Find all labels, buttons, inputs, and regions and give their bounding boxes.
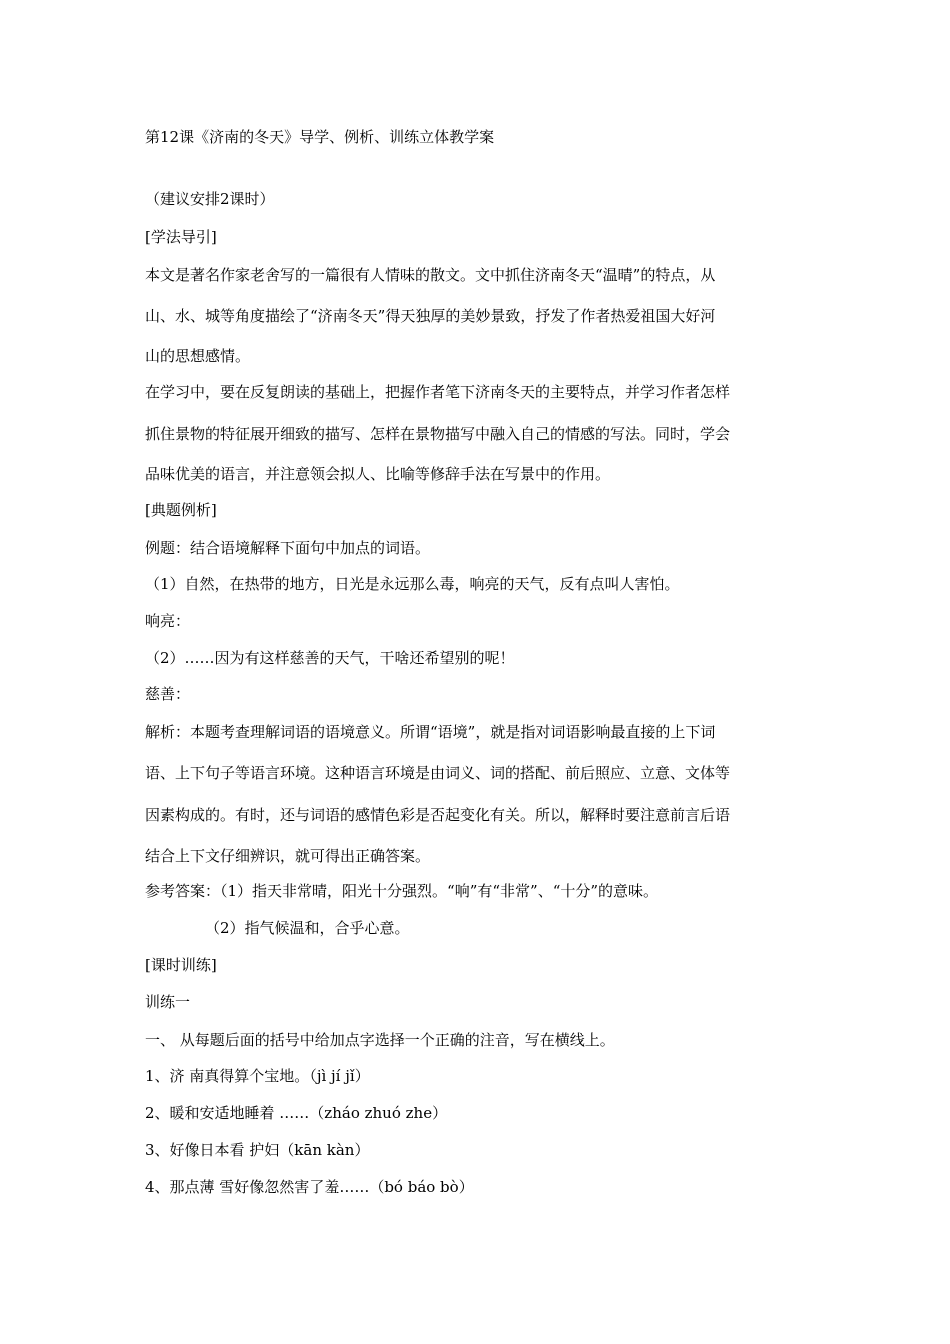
training-heading: 训练一 [145,993,191,1011]
training-task: 一、 从每题后面的括号中给加点字选择一个正确的注音，写在横线上。 [145,1031,615,1049]
example-question: 例题：结合语境解释下面句中加点的词语。 [145,539,431,557]
guide-paragraph-1-line: 本文是著名作家老舍写的一篇很有人情味的散文。文中抓住济南冬天“温晴”的特点，从 [145,266,716,284]
guide-paragraph-2-line: 品味优美的语言，并注意领会拟人、比喻等修辞手法在写景中的作用。 [145,465,611,483]
section-heading-training: [课时训练] [145,956,217,974]
section-heading-guide: [学法导引] [145,228,217,246]
example-sentence-2: （2）……因为有这样慈善的天气，干啥还希望别的呢！ [145,649,515,667]
word-label-2: 慈善： [145,685,191,703]
pinyin-item: 2、暖和安适地睡着 ……（zháo zhuó zhe） [145,1104,448,1122]
analysis-line: 结合上下文仔细辨识，就可得出正确答案。 [145,847,431,865]
reference-answer-2: （2）指气候温和，合乎心意。 [205,919,410,937]
pinyin-item: 1、济 南真得算个宝地。（jì jí jǐ） [145,1067,370,1085]
section-heading-example: [典题例析] [145,501,217,519]
pinyin-item: 4、那点薄 雪好像忽然害了羞……（bó báo bò） [145,1178,474,1196]
example-sentence-1: （1）自然，在热带的地方，日光是永远那么毒，响亮的天气，反有点叫人害怕。 [145,575,680,593]
guide-paragraph-2-line: 在学习中，要在反复朗读的基础上，把握作者笔下济南冬天的主要特点，并学习作者怎样 [145,383,731,401]
analysis-line: 解析：本题考查理解词语的语境意义。所谓“语境”，就是指对词语影响最直接的上下词 [145,723,716,741]
guide-paragraph-1-line: 山的思想感情。 [145,347,251,365]
guide-paragraph-2-line: 抓住景物的特征展开细致的描写、怎样在景物描写中融入自己的情感的写法。同时，学会 [145,425,731,443]
word-label-1: 响亮： [145,612,191,630]
analysis-line: 语、上下句子等语言环境。这种语言环境是由词义、词的搭配、前后照应、立意、文体等 [145,764,731,782]
guide-paragraph-1-line: 山、水、城等角度描绘了“济南冬天”得天独厚的美妙景致，抒发了作者热爱祖国大好河 [145,307,716,325]
pinyin-item: 3、好像日本看 护妇（kān kàn） [145,1141,370,1159]
reference-answer-1: 参考答案：（1）指天非常晴，阳光十分强烈。“响”有“非常”、“十分”的意味。 [145,882,659,900]
analysis-line: 因素构成的。有时，还与词语的感情色彩是否起变化有关。所以，解释时要注意前言后语 [145,806,731,824]
document-title: 第12课《济南的冬天》导学、例析、训练立体教学案 [145,128,495,146]
lesson-suggestion: （建议安排2课时） [145,190,275,208]
